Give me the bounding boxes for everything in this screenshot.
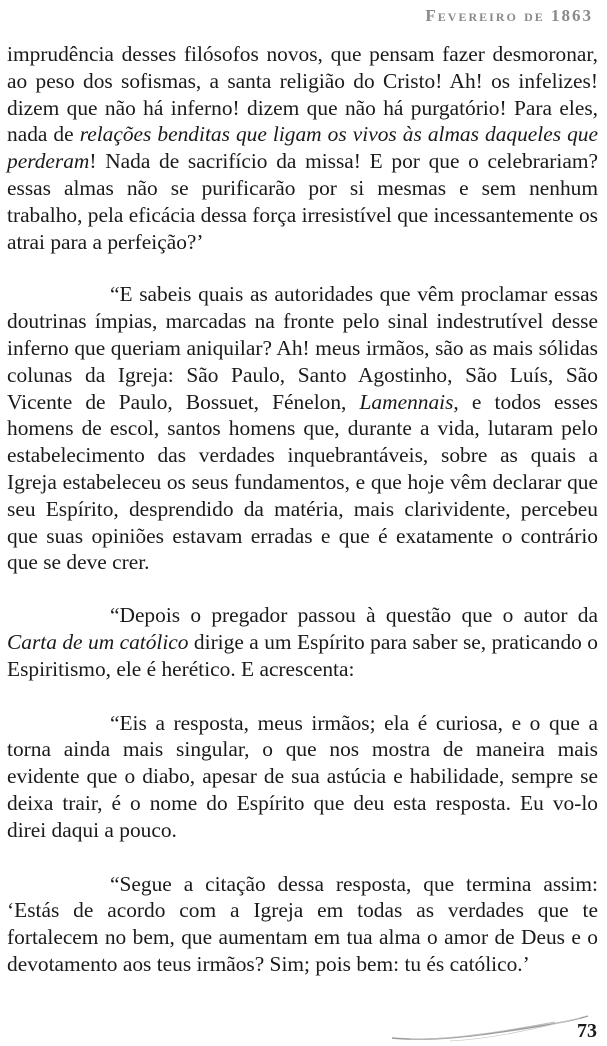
italic-segment: relações benditas que ligam os vivos às almas daqueles que perderam (7, 122, 598, 174)
running-title: Fevereiro de 1863 (425, 6, 593, 25)
text-segment: “E sabeis quais as autoridades que vêm proclamar essas doutrinas ímpias, marcadas na fronte pelo sinal indestrutível desse inferno que queriam aniquilar? Ah! meus irmãos, são as mais sólidas colunas da Igreja: São Paulo, Santo Agostinho, São Luís, São Vicente de Paulo, Bossuet, Fénelon, (7, 282, 598, 414)
page-footer (0, 1010, 607, 1046)
page-number: 73 (577, 1020, 597, 1042)
text-segment: dirige a um Espírito para saber se, praticando o Espiritismo, ele é herético. E acrescenta: (7, 629, 598, 681)
paragraph-1 (7, 41, 598, 255)
text-segment: , e todos esses homens de escol, santos homens que, durante a vida, lutaram pelo estabelecimento das verdades inquebrantáveis, sobre as quais a Igreja estabeleceu os seus fundamentos, e que hoje vêm declarar que seu Espírito, desprendido da matéria, mais clarividente, percebeu que suas opiniões estavam erradas e que é exatamente o contrário que se deve crer. (7, 389, 598, 575)
swash-ornament-icon (390, 1012, 590, 1042)
paragraph-2 (7, 281, 598, 576)
italic-segment: Carta de um católico (7, 629, 189, 654)
text-segment: imprudência desses filósofos novos, que pensam fazer desmoronar, ao peso dos sofismas, a santa religião do Cristo! Ah! os infelizes! dizem que não há inferno! dizem que não há purgatório! Para eles, nada de (7, 42, 598, 147)
paragraph-5 (7, 871, 598, 978)
text-segment: “Depois o pregador passou à questão que o autor da (110, 603, 598, 628)
running-header (425, 6, 593, 26)
text-segment: “Segue a citação dessa resposta, que termina assim: ‘Estás de acordo com a Igreja em todas as verdades que te fortalecem no bem, que aumentam em tua alma o amor de Deus e o devotamento aos teus irmãos? Sim; pois bem: tu és católico.’ (7, 871, 598, 976)
text-segment: “Eis a resposta, meus irmãos; ela é curiosa, e o que a torna ainda mais singular, o que nos mostra de maneira mais evidente que o diabo, apesar de sua astúcia e habilidade, sempre se deixa trair, é o nome do Espírito que deu esta resposta. Eu vo-lo direi daqui a pouco. (7, 710, 598, 842)
paragraph-4 (7, 710, 598, 844)
text-segment: ! Nada de sacrifício da missa! E por que o celebrariam? essas almas não se purificarão por si mesmas e sem nenhum trabalho, pela eficácia dessa força irresistível que incessantemente os atrai para a perfeição?’ (7, 149, 598, 254)
page-body (7, 41, 598, 978)
italic-segment: Lamennais (359, 389, 454, 414)
paragraph-3 (7, 602, 598, 682)
